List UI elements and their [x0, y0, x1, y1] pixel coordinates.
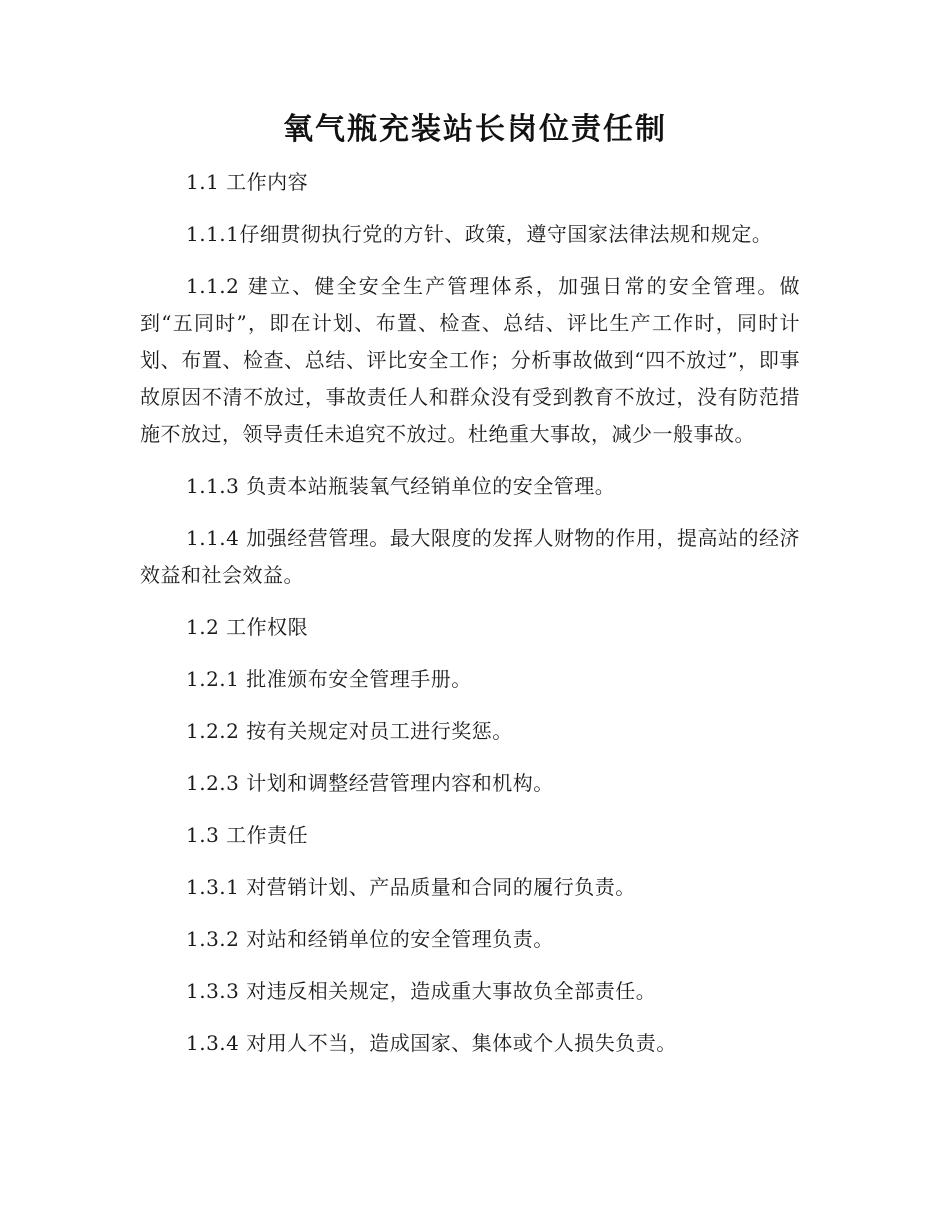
paragraph-1-3-2: 1.3.2 对站和经销单位的安全管理负责。	[186, 927, 554, 951]
paragraph-1-3-1: 1.3.1 对营销计划、产品质量和合同的履行负责。	[186, 875, 636, 899]
paragraph-1-3-4: 1.3.4 对用人不当，造成国家、集体或个人损失负责。	[186, 1031, 677, 1055]
document-title: 氧气瓶充装站长岗位责任制	[283, 112, 667, 147]
paragraph-1-2-3: 1.2.3 计划和调整经营管理内容和机构。	[186, 771, 554, 795]
document-body	[140, 164, 800, 1077]
paragraph-1-1-4: 1.1.4 加强经营管理。最大限度的发挥人财物的作用，提高站的经济效益和社会效益。	[140, 526, 800, 587]
paragraph-1-1-2: 1.1.2 建立、健全安全生产管理体系，加强日常的安全管理。做到“五同时”，即在计划、布置、检查、总结、评比生产工作时，同时计划、布置、检查、总结、评比安全工作；分析事故做到“四不放过”，即事故原因不清不放过，事故责任人和群众没有受到教育不放过，没有防范措施不放过，领导责任未追究不放过。杜绝重大事故，减少一般事故。	[140, 274, 800, 446]
section-heading-1-2: 1.2 工作权限	[186, 615, 309, 639]
paragraph-1-1-3: 1.1.3 负责本站瓶装氧气经销单位的安全管理。	[186, 474, 616, 498]
section-heading-1-3: 1.3 工作责任	[186, 823, 309, 847]
paragraph-1-1-1: 1.1.1仔细贯彻执行党的方针、政策，遵守国家法律法规和规定。	[186, 222, 773, 246]
paragraph-1-2-2: 1.2.2 按有关规定对员工进行奖惩。	[186, 719, 513, 743]
paragraph-1-3-3: 1.3.3 对违反相关规定，造成重大事故负全部责任。	[186, 979, 657, 1003]
section-heading-1-1: 1.1 工作内容	[186, 170, 309, 194]
paragraph-1-2-1: 1.2.1 批准颁布安全管理手册。	[186, 667, 472, 691]
